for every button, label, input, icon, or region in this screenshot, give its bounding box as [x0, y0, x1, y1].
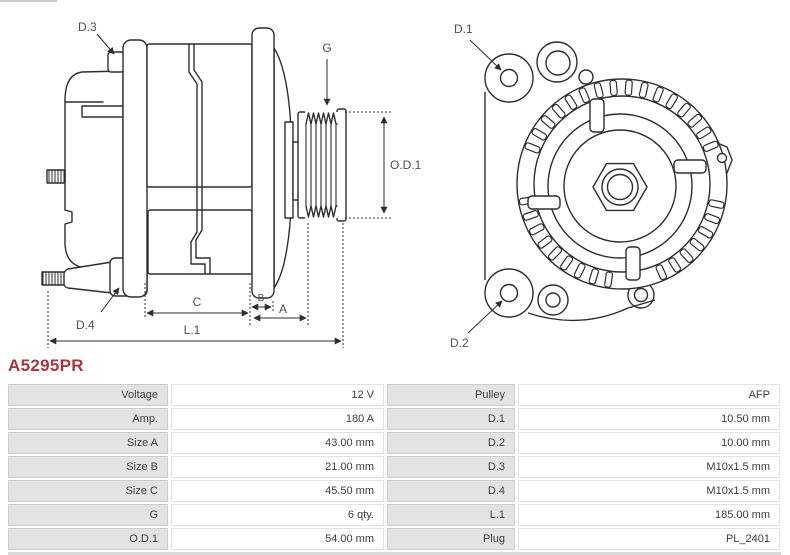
- terminal-block: [63, 262, 112, 293]
- dim-label-l1: L.1: [183, 323, 201, 337]
- spec-label: L.1: [387, 504, 515, 526]
- spec-value: 45.50 mm: [171, 480, 384, 502]
- dim-label-d3: D.3: [78, 20, 97, 34]
- flange-top-ear: [108, 52, 124, 72]
- mounting-flange: [123, 40, 147, 297]
- spec-label: Pulley: [387, 384, 515, 406]
- spec-label: G: [8, 504, 168, 526]
- spec-label: D.4: [387, 480, 515, 502]
- spec-value: 54.00 mm: [171, 528, 384, 550]
- front-bracket: [252, 28, 274, 298]
- mount-hole-bottom: [501, 285, 518, 302]
- d2-pointer: [468, 301, 502, 333]
- top-small-hole: [579, 70, 593, 84]
- spec-value: AFP: [518, 384, 780, 406]
- vent-slot: [625, 80, 632, 95]
- spoke-top: [590, 99, 604, 132]
- dim-label-d2: D.2: [450, 336, 469, 350]
- pulley-left-rim: [298, 112, 306, 218]
- rear-housing-outline: [65, 71, 123, 268]
- pulley-right-rim: [337, 109, 346, 221]
- spoke-bottom: [626, 247, 640, 280]
- spec-value: 10.50 mm: [518, 408, 780, 430]
- dim-label-b: B: [257, 293, 265, 304]
- dim-label-d1: D.1: [454, 22, 473, 36]
- side-view-drawing: [42, 28, 346, 298]
- spec-value: 43.00 mm: [171, 432, 384, 454]
- vent-slot: [610, 80, 618, 96]
- dim-label-od1: O.D.1: [390, 158, 422, 172]
- hub-circle-inner: [608, 175, 633, 200]
- dim-label-g: G: [322, 41, 332, 55]
- spec-label: O.D.1: [8, 528, 168, 550]
- spec-value: 180 A: [171, 408, 384, 430]
- spec-label: Voltage: [8, 384, 168, 406]
- mount-hole-top: [501, 70, 518, 87]
- spec-label: Size A: [8, 432, 168, 454]
- foot-hole: [635, 289, 648, 302]
- bottom-lobe-hole: [546, 293, 560, 307]
- part-number-heading: A5295PR: [8, 356, 84, 375]
- spec-label: Size C: [8, 480, 168, 502]
- vent-slot: [604, 272, 612, 288]
- right-tab-hole: [718, 154, 727, 163]
- spec-label: D.2: [387, 432, 515, 454]
- pulley-groove-lines: [306, 124, 336, 206]
- spec-label: D.1: [387, 408, 515, 430]
- spec-label: Size B: [8, 456, 168, 478]
- spec-label: Amp.: [8, 408, 168, 430]
- dim-label-c: C: [192, 295, 202, 309]
- d3-pointer: [97, 34, 114, 54]
- dim-label-d4: D.4: [76, 318, 95, 332]
- spec-value: PL_2401: [518, 528, 780, 550]
- stator-upper-block: [147, 44, 252, 187]
- spec-value: 12 V: [171, 384, 384, 406]
- spec-value: 10.00 mm: [518, 432, 780, 454]
- spoke-left: [528, 196, 560, 209]
- spec-value: 6 qty.: [171, 504, 384, 526]
- spoke-right: [674, 160, 706, 173]
- spec-value: M10x1.5 mm: [518, 480, 780, 502]
- spec-value: M10x1.5 mm: [518, 456, 780, 478]
- stud-top: [47, 170, 65, 183]
- spec-label: Plug: [387, 528, 515, 550]
- spec-value: 21.00 mm: [171, 456, 384, 478]
- spec-table: [8, 384, 781, 550]
- d1-pointer: [470, 40, 501, 70]
- stud-bottom: [42, 272, 64, 285]
- top-lobe-hole: [546, 51, 570, 75]
- spec-value: 185.00 mm: [518, 504, 780, 526]
- front-view-drawing: [485, 42, 732, 320]
- spec-label: D.3: [387, 456, 515, 478]
- dim-label-a: A: [278, 302, 288, 316]
- fan-disc: [285, 122, 293, 218]
